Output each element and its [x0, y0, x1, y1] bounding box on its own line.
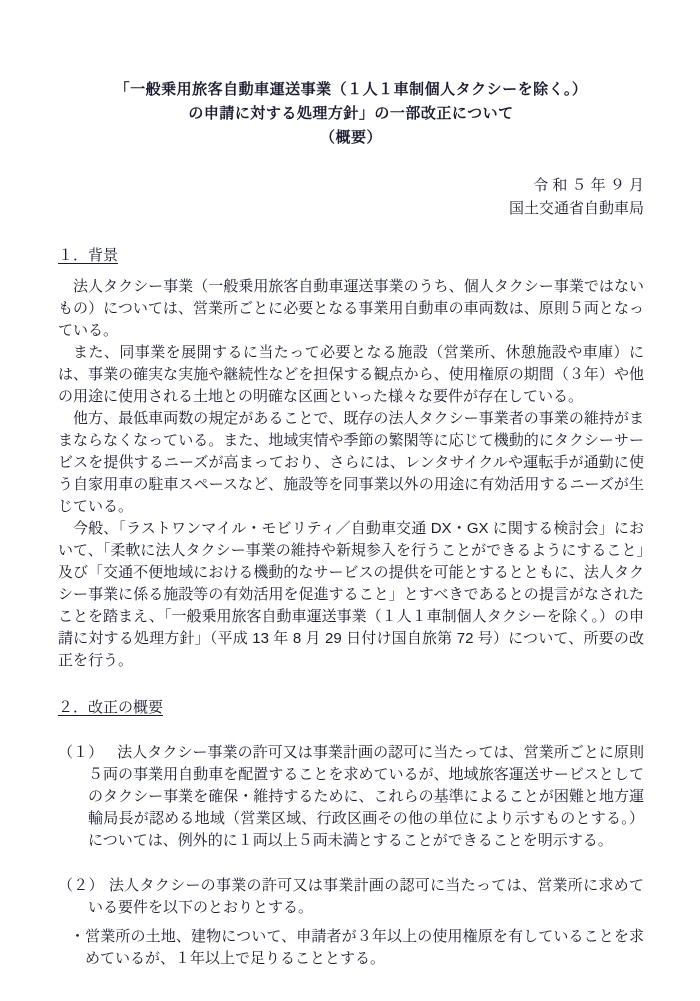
title-line-1: 「一般乗用旅客自動車運送事業（１人１車制個人タクシーを除く。） — [114, 81, 588, 98]
background-paragraph-3: 他方、最低車両数の規定があることで、既存の法人タクシー事業者の事業の維持がままならなくなっている。また、地域実情や季節の繁閑等に応じて機動的にタクシーサービスを提供するニーズが高まっており、さらには、レンタサイクルや運転手が通勤に使う自家用車の駐車スペースなど、施設等を同事業以外の用途に有効活用するニーズが生じている。 — [58, 410, 644, 515]
document-date: 令 和 ５ 年 ９ 月 — [533, 177, 644, 194]
section-2-heading — [58, 697, 644, 719]
section-2-heading-text: ２．改正の概要 — [58, 699, 164, 716]
title-line-2: の申請に対する処理方針」の一部改正について — [188, 105, 514, 122]
section-revision-overview — [58, 697, 644, 970]
item-2-marker: （２） — [58, 877, 104, 894]
document-title — [58, 78, 644, 150]
background-paragraph-1: 法人タクシー事業（一般乗用旅客自動車運送事業のうち、個人タクシー事業ではないもの）については、営業所ごとに必要となる事業用自動車の車両数は、原則５両となっている。 — [58, 278, 644, 339]
document-organization: 国土交通省自動車局 — [508, 200, 644, 217]
revision-item-1 — [58, 742, 644, 852]
item-2-bullet: ・営業所の土地、建物について、申請者が３年以上の使用権原を有していることを求めているが、１年以上で足りることとする。 — [70, 928, 644, 967]
revision-item-2 — [58, 875, 644, 919]
item-2-text: 法人タクシーの事業の許可又は事業計画の認可に当たっては、営業所に求めている要件を以下のとおりとする。 — [88, 877, 644, 916]
date-org-block — [58, 174, 644, 220]
background-paragraph-4: 今般、「ラストワンマイル・モビリティ／自動車交通 DX・GX に関する検討会」において、「柔軟に法人タクシー事業の維持や新規参入を行うことができるようにすること」及び「交通不便地域における機動的なサービスの提供を可能とするとともに、法人タクシー事業に係る施設等の有効活用を促進すること」とすべきであるとの提言がなされたことを踏まえ、「一般乗用旅客自動車運送事業（１人１車制個人タクシーを除く。）の申請に対する処理方針」（平成 13 年 8 月 29 日付け国自旅第 72 号）について、所要の改正を行う。 — [58, 520, 644, 669]
section-background — [58, 245, 644, 672]
section-1-heading-text: １．背景 — [58, 247, 119, 264]
item-1-text: 法人タクシー事業の許可又は事業計画の認可に当たっては、営業所ごとに原則５両の事業用自動車を配置することを求めているが、地域旅客運送サービスとしてのタクシー事業を確保・維持するために、これらの基準によることが困難と地方運輸局長が認める地域（営業区域、行政区画その他の単位により示すものとする。）については、例外的に１両以上５両未満とすることができることを明示する。 — [88, 744, 644, 849]
title-line-3: （概要） — [319, 129, 382, 146]
background-paragraph-2: また、同事業を展開するに当たって必要となる施設（営業所、休憩施設や車庫）には、事業の確実な実施や継続性などを担保する観点から、使用権原の期間（３年）や他の用途に使用される土地との明確な区画といった様々な要件が存在している。 — [58, 344, 644, 405]
section-1-heading — [58, 245, 644, 267]
item-1-marker: （１） — [58, 744, 104, 761]
